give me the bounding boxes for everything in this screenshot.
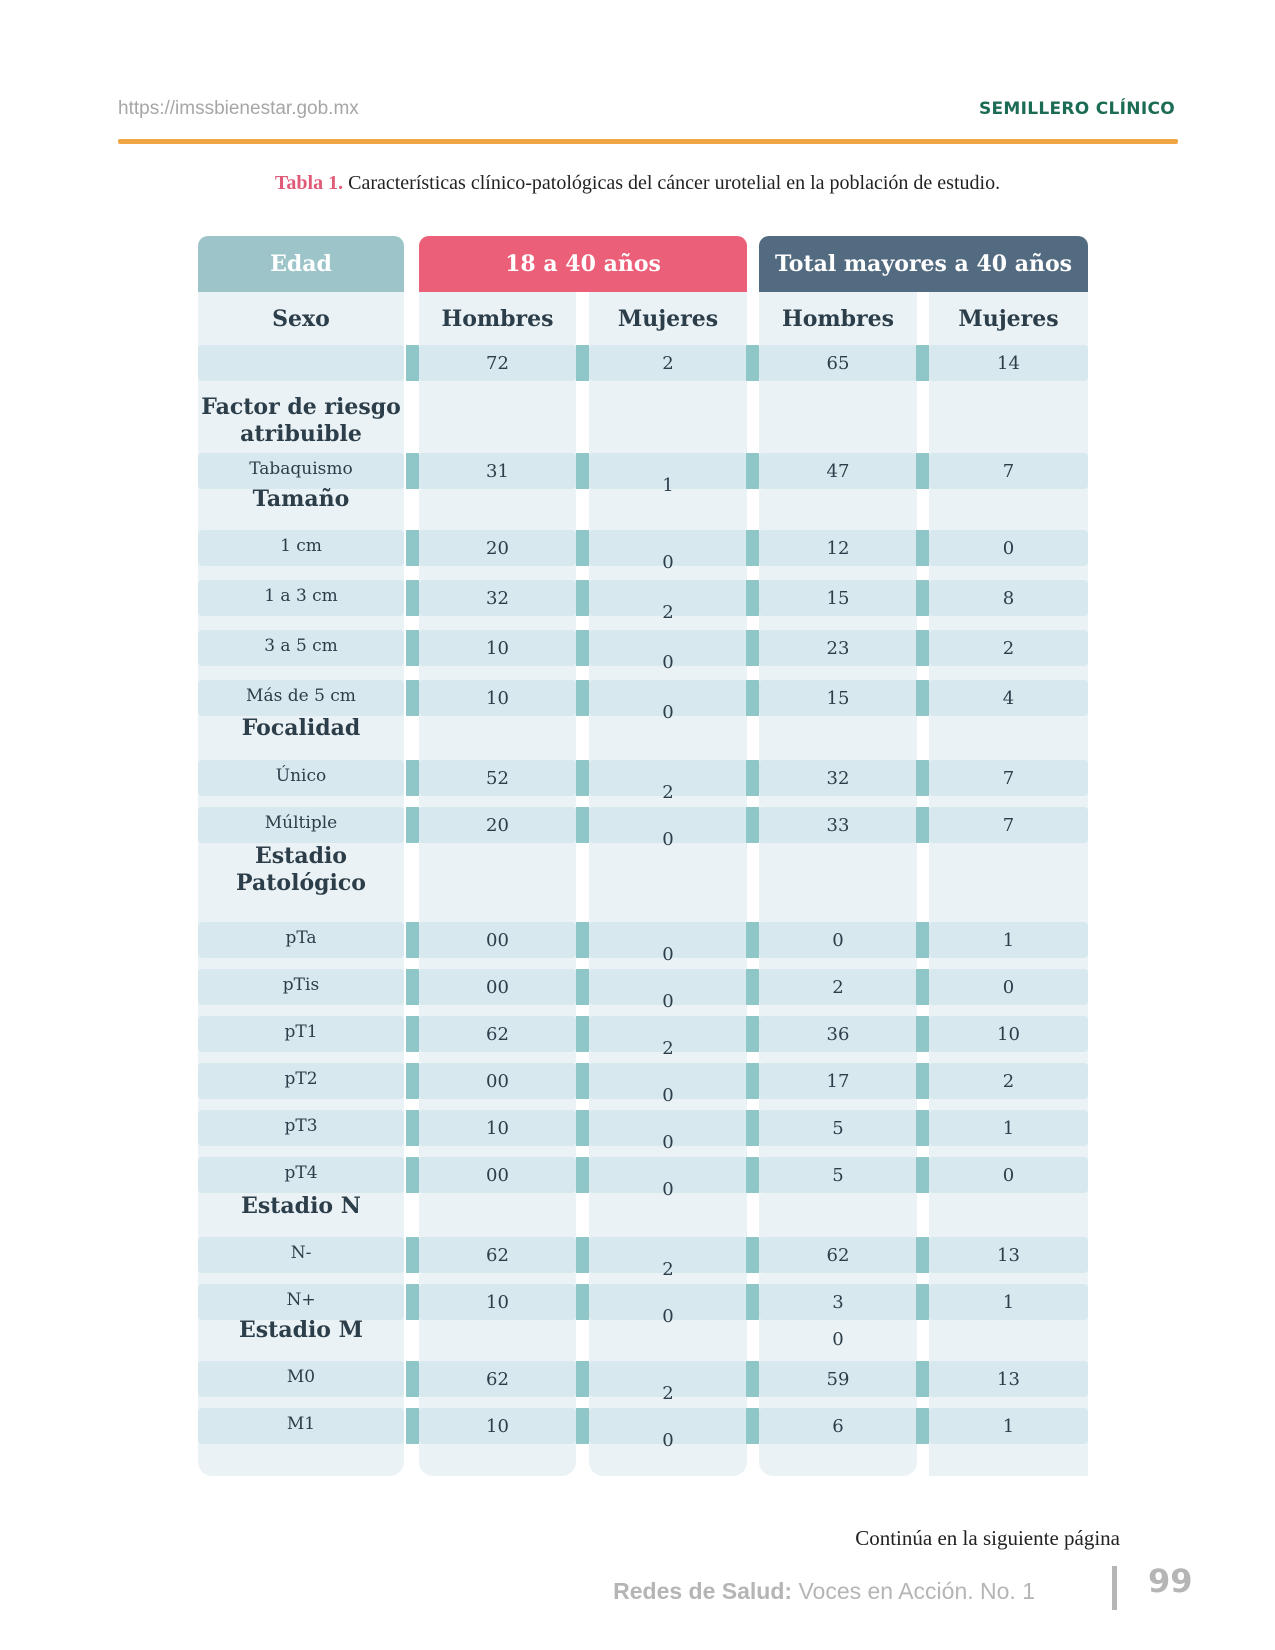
subheader-cell: Mujeres [958, 306, 1059, 332]
row-accent [406, 453, 419, 489]
row-label: Tabaquismo [249, 459, 353, 479]
table-cell: 7 [1002, 768, 1015, 789]
row-accent [576, 530, 589, 566]
row-accent [746, 1110, 759, 1146]
table-cell: 2 [662, 782, 674, 803]
row-accent [916, 680, 929, 716]
row-label: 1 cm [280, 536, 322, 556]
table-cell: 31 [486, 461, 509, 482]
table-cell: 52 [486, 768, 509, 789]
table-cell: 0 [662, 1179, 674, 1200]
caption-label: Tabla 1. [274, 172, 344, 194]
row-accent [916, 530, 929, 566]
row-accent [406, 969, 419, 1005]
table-cell: 1 [662, 475, 674, 496]
row-accent [576, 1157, 589, 1193]
table-cell: 0 [662, 991, 674, 1012]
row-label: pTis [282, 975, 320, 995]
table-cell: 62 [486, 1369, 509, 1390]
table-cell: 0 [662, 702, 674, 723]
row-accent [746, 630, 759, 666]
row-accent [916, 345, 929, 381]
row-accent [406, 760, 419, 796]
row-accent [406, 1237, 419, 1273]
section-label: Tamaño [252, 486, 350, 512]
table-cell: 0 [1002, 1165, 1015, 1186]
table-cell: 15 [826, 688, 850, 709]
row-accent [576, 922, 589, 958]
row-accent [746, 1408, 759, 1444]
table-cell: 0 [662, 944, 674, 965]
table-cell: 2 [662, 1038, 674, 1059]
section-label: Factor de riesgo atribuible [201, 394, 401, 447]
row-label: pT2 [284, 1069, 318, 1089]
row-accent [746, 1157, 759, 1193]
table-cell: 47 [826, 461, 850, 482]
table-cell: 62 [826, 1245, 850, 1266]
row-accent [406, 1157, 419, 1193]
row-label: M1 [286, 1414, 316, 1434]
row-band [198, 345, 404, 381]
table-cell: 0 [662, 552, 674, 573]
table-cell: 00 [486, 930, 509, 951]
table-cell: 2 [662, 602, 674, 623]
row-label: pT4 [284, 1163, 318, 1183]
page-number: 99 [1148, 1562, 1193, 1600]
table-cell: 00 [486, 977, 509, 998]
table-cell: 10 [486, 638, 509, 659]
table-cell: 72 [486, 353, 509, 374]
row-accent [916, 1408, 929, 1444]
table-cell: 2 [662, 1383, 674, 1404]
table-cell: 10 [997, 1024, 1020, 1045]
row-accent [916, 630, 929, 666]
row-accent [916, 1016, 929, 1052]
row-accent [406, 1408, 419, 1444]
subheader-cell: Hombres [441, 306, 554, 332]
row-accent [406, 1110, 419, 1146]
row-label: 1 a 3 cm [264, 586, 338, 606]
row-accent [746, 760, 759, 796]
row-accent [746, 969, 759, 1005]
row-accent [576, 680, 589, 716]
row-label: Único [275, 766, 327, 786]
row-accent [406, 1016, 419, 1052]
table-cell: 00 [486, 1165, 509, 1186]
row-label: pTa [285, 928, 317, 948]
row-accent [746, 807, 759, 843]
row-accent [746, 680, 759, 716]
table-cell: 6 [832, 1416, 844, 1437]
table-cell: 13 [997, 1245, 1020, 1266]
row-accent [746, 530, 759, 566]
row-accent [916, 1284, 929, 1320]
table-cell: 4 [1002, 688, 1015, 709]
section-label: Estadio Patológico [236, 843, 366, 896]
row-label: pT1 [284, 1022, 318, 1042]
table-cell: 0 [662, 1306, 674, 1327]
table-cell: 10 [486, 1292, 509, 1313]
row-accent [406, 922, 419, 958]
table-cell: 17 [826, 1071, 850, 1092]
table-cell: 1 [1002, 1416, 1015, 1437]
row-accent [916, 1157, 929, 1193]
header-cell: Edad [198, 236, 404, 292]
row-accent [406, 630, 419, 666]
section-label: Focalidad [241, 715, 361, 741]
row-accent [576, 760, 589, 796]
table-cell: 23 [826, 638, 850, 659]
table-cell: 10 [486, 1118, 509, 1139]
row-accent [406, 807, 419, 843]
table-cell: 65 [826, 353, 850, 374]
table-cell: 3 [832, 1292, 844, 1313]
table-cell: 0 [662, 652, 674, 673]
table-cell: 59 [826, 1369, 850, 1390]
subheader-cell: Mujeres [617, 306, 719, 332]
subheader-cell: Hombres [781, 306, 895, 332]
row-accent [916, 969, 929, 1005]
table-cell: 2 [662, 353, 674, 374]
table-cell: 20 [486, 815, 509, 836]
row-accent [406, 580, 419, 616]
row-accent [746, 345, 759, 381]
row-accent [916, 1063, 929, 1099]
header-cell: Total mayores a 40 años [759, 236, 1088, 292]
table-cell: 8 [1002, 588, 1015, 609]
row-accent [576, 1063, 589, 1099]
publication-footer [613, 1578, 1035, 1605]
table-cell: 0 [662, 1085, 674, 1106]
publication-issue: Voces en Acción. No. 1 [792, 1578, 1035, 1604]
caption-text: Características clínico-patológicas del cáncer urotelial en la población de estudio. [343, 172, 1001, 194]
row-accent [746, 1016, 759, 1052]
row-accent [406, 1063, 419, 1099]
continues-note: Continúa en la siguiente página [855, 1526, 1120, 1550]
table-cell: 0 [662, 1132, 674, 1153]
table-cell: 10 [486, 1416, 509, 1437]
table-cell: 5 [832, 1118, 844, 1139]
row-accent [576, 453, 589, 489]
row-accent [406, 1284, 419, 1320]
row-accent [406, 345, 419, 381]
table-cell: 1 [1002, 930, 1015, 951]
table-cell: 33 [826, 815, 850, 836]
table-cell: 0 [1002, 538, 1015, 559]
section-label: Estadio M [239, 1317, 363, 1343]
table-cell: 0 [662, 1430, 674, 1451]
row-accent [746, 1284, 759, 1320]
table-cell: 2 [832, 977, 844, 998]
row-accent [406, 680, 419, 716]
table-cell: 5 [832, 1165, 844, 1186]
row-accent [916, 453, 929, 489]
table-cell: 0 [1002, 977, 1015, 998]
row-accent [916, 580, 929, 616]
table-cell: 10 [486, 688, 509, 709]
row-label: Múltiple [264, 813, 338, 833]
row-accent [916, 760, 929, 796]
table-cell: 12 [826, 538, 850, 559]
table-cell: 62 [486, 1245, 509, 1266]
table-cell: 2 [662, 1259, 674, 1280]
row-accent [576, 1016, 589, 1052]
table-cell: 7 [1002, 461, 1015, 482]
row-accent [576, 1284, 589, 1320]
row-accent [916, 1110, 929, 1146]
table-cell: 00 [486, 1071, 509, 1092]
row-accent [576, 1110, 589, 1146]
table-cell: 32 [826, 768, 850, 789]
table-cell: 13 [997, 1369, 1020, 1390]
row-label: M0 [286, 1367, 316, 1387]
publication-name: Redes de Salud: [613, 1578, 793, 1604]
header-url: https://imssbienestar.gob.mx [118, 98, 359, 119]
row-accent [746, 1063, 759, 1099]
row-label: N- [290, 1243, 312, 1263]
row-accent [406, 1361, 419, 1397]
table-cell: 14 [997, 353, 1020, 374]
table-cell: 32 [486, 588, 509, 609]
row-accent [576, 630, 589, 666]
subheader-cell: Sexo [272, 306, 330, 332]
row-accent [746, 580, 759, 616]
row-accent [576, 807, 589, 843]
table-cell: 36 [826, 1024, 850, 1045]
table-cell: 1 [1002, 1292, 1015, 1313]
row-accent [746, 1361, 759, 1397]
row-accent [406, 530, 419, 566]
table-cell: 0 [662, 829, 674, 850]
header-cell: 18 a 40 años [419, 236, 747, 292]
row-accent [916, 1361, 929, 1397]
row-accent [576, 1237, 589, 1273]
table-cell: 1 [1002, 1118, 1015, 1139]
row-accent [916, 1237, 929, 1273]
row-accent [916, 807, 929, 843]
row-label: Más de 5 cm [246, 686, 356, 706]
header-brand: SEMILLERO CLÍNICO [978, 99, 1175, 119]
row-label: 3 a 5 cm [264, 636, 338, 656]
row-label: pT3 [284, 1116, 318, 1136]
row-accent [576, 1361, 589, 1397]
row-label: N+ [286, 1290, 316, 1310]
table-cell: 2 [1002, 638, 1015, 659]
row-accent [576, 1408, 589, 1444]
row-accent [576, 969, 589, 1005]
section-label: Estadio N [241, 1193, 361, 1219]
footer-divider [1112, 1566, 1117, 1610]
table-cell: 2 [1002, 1071, 1015, 1092]
table-cell: 62 [486, 1024, 509, 1045]
row-accent [746, 453, 759, 489]
table-cell: 0 [832, 1329, 844, 1350]
table-cell: 15 [826, 588, 850, 609]
row-accent [746, 922, 759, 958]
row-accent [576, 345, 589, 381]
table-cell: 20 [486, 538, 509, 559]
table-cell: 0 [832, 930, 844, 951]
row-accent [916, 922, 929, 958]
row-accent [576, 580, 589, 616]
table-cell: 7 [1002, 815, 1015, 836]
row-accent [746, 1237, 759, 1273]
